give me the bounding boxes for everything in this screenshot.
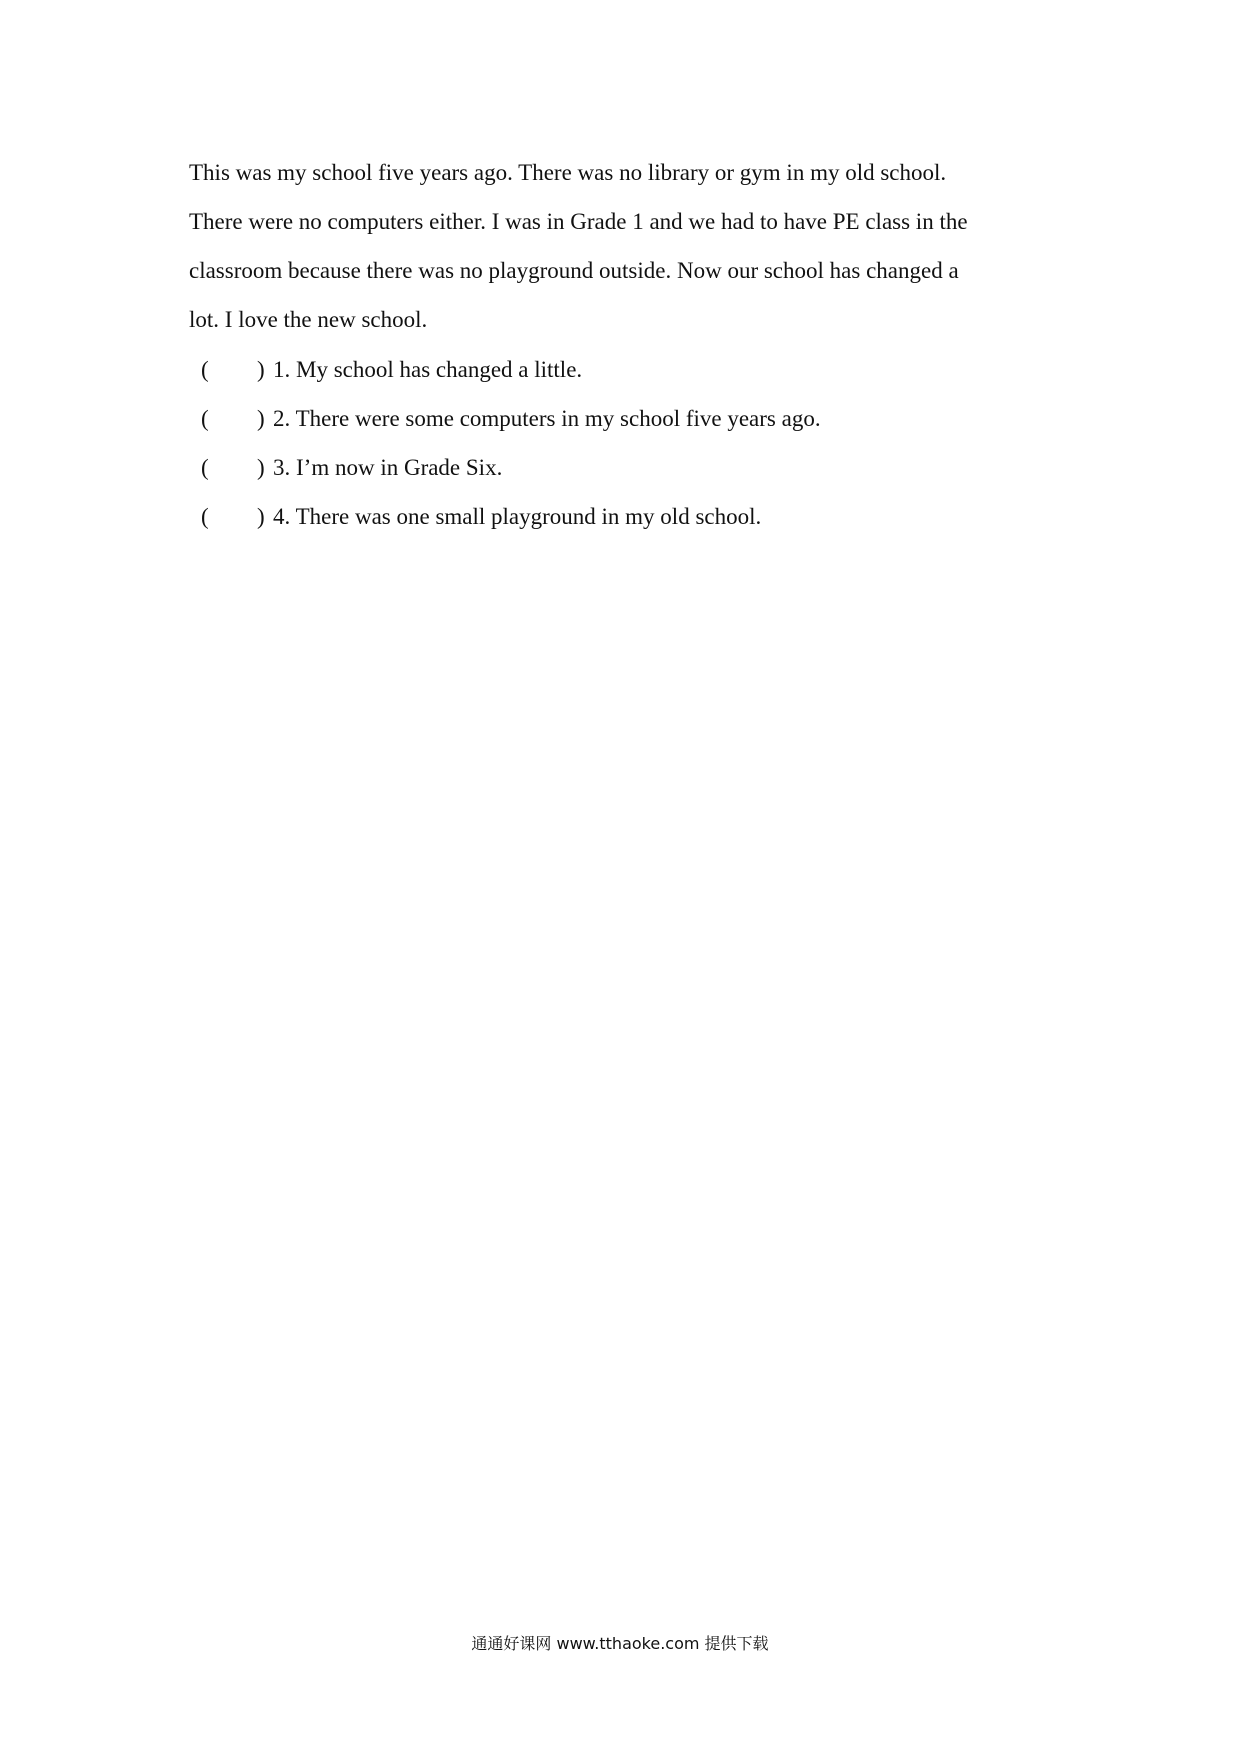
answer-blank-open: ( [201, 504, 209, 529]
answer-blank-close: ) [257, 406, 265, 431]
question-text: 4. There was one small playground in my old school. [273, 504, 762, 529]
page-footer: 通通好课网 www.tthaoke.com 提供下载 [471, 1634, 769, 1653]
answer-blank-open: ( [201, 406, 209, 431]
answer-blank-open: ( [201, 455, 209, 480]
answer-blank-open: ( [201, 357, 209, 382]
passage-line: classroom because there was no playground outside. Now our school has changed a [189, 258, 959, 283]
passage-line: There were no computers either. I was in Grade 1 and we had to have PE class in the [189, 209, 968, 234]
passage-line: lot. I love the new school. [189, 307, 428, 332]
question-text: 2. There were some computers in my school five years ago. [273, 406, 821, 431]
answer-blank-close: ) [257, 504, 265, 529]
answer-blank-close: ) [257, 357, 265, 382]
question-text: 1. My school has changed a little. [273, 357, 583, 382]
question-text: 3. I’m now in Grade Six. [273, 455, 503, 480]
passage-line: This was my school five years ago. There was no library or gym in my old school. [189, 160, 947, 185]
answer-blank-close: ) [257, 455, 265, 480]
